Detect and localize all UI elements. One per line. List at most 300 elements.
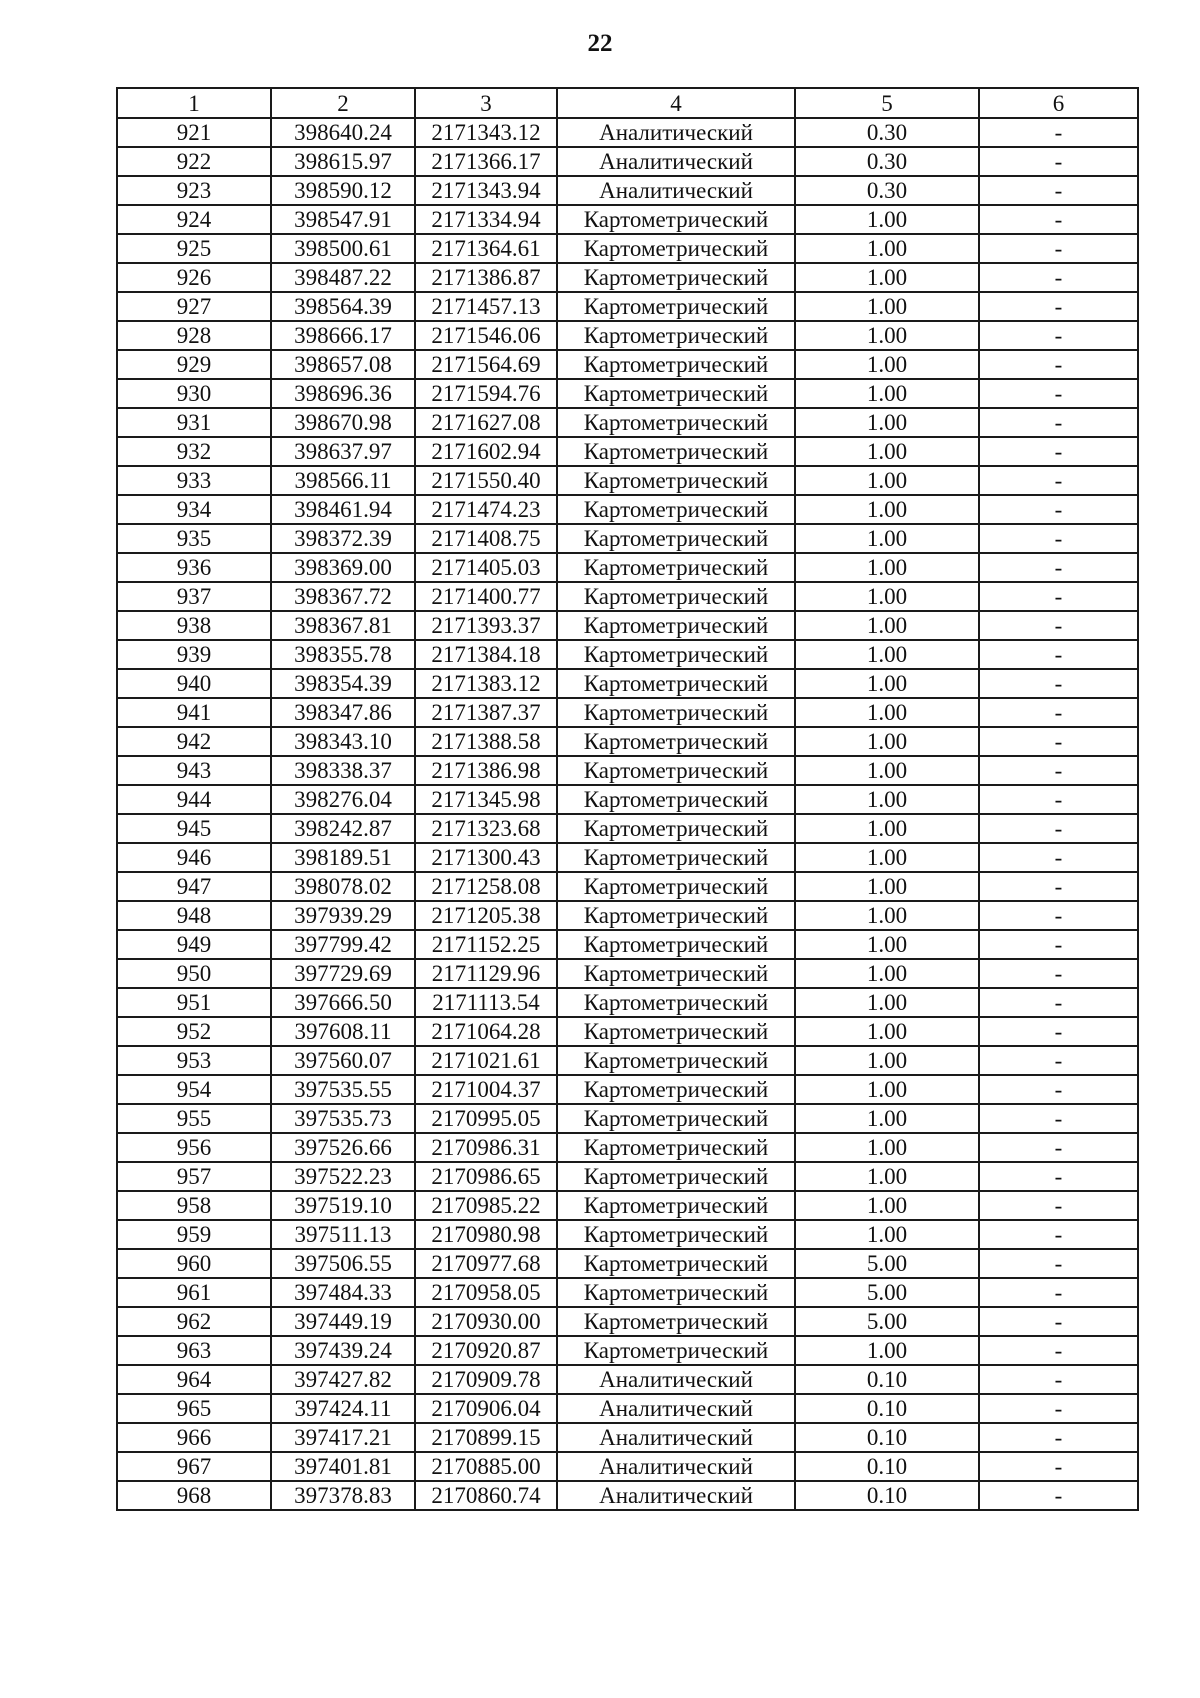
table-row (117, 1046, 1138, 1075)
x-coordinate-cell: 397378.83 (271, 1481, 415, 1510)
method-cell: Картометрический (557, 350, 795, 379)
x-coordinate-cell: 397417.21 (271, 1423, 415, 1452)
note-cell: - (979, 814, 1138, 843)
note-cell: - (979, 524, 1138, 553)
accuracy-cell: 1.00 (795, 495, 979, 524)
note-cell: - (979, 930, 1138, 959)
point-number-cell: 956 (117, 1133, 271, 1162)
table-row (117, 843, 1138, 872)
table-row (117, 1481, 1138, 1510)
note-cell: - (979, 959, 1138, 988)
method-cell: Картометрический (557, 263, 795, 292)
y-coordinate-cell: 2170885.00 (415, 1452, 557, 1481)
method-cell: Картометрический (557, 1307, 795, 1336)
accuracy-cell: 1.00 (795, 1220, 979, 1249)
accuracy-cell: 5.00 (795, 1249, 979, 1278)
accuracy-cell: 1.00 (795, 988, 979, 1017)
x-coordinate-cell: 398242.87 (271, 814, 415, 843)
method-cell: Аналитический (557, 1481, 795, 1510)
method-cell: Картометрический (557, 1075, 795, 1104)
table-row (117, 1133, 1138, 1162)
accuracy-cell: 1.00 (795, 1104, 979, 1133)
method-cell: Картометрический (557, 843, 795, 872)
note-cell: - (979, 350, 1138, 379)
point-number-cell: 944 (117, 785, 271, 814)
point-number-cell: 940 (117, 669, 271, 698)
point-number-cell: 933 (117, 466, 271, 495)
method-cell: Картометрический (557, 872, 795, 901)
y-coordinate-cell: 2171064.28 (415, 1017, 557, 1046)
note-cell: - (979, 582, 1138, 611)
point-number-cell: 941 (117, 698, 271, 727)
note-cell: - (979, 1423, 1138, 1452)
note-cell: - (979, 147, 1138, 176)
method-cell: Аналитический (557, 1394, 795, 1423)
x-coordinate-cell: 397522.23 (271, 1162, 415, 1191)
x-coordinate-cell: 398338.37 (271, 756, 415, 785)
point-number-cell: 962 (117, 1307, 271, 1336)
note-cell: - (979, 1394, 1138, 1423)
method-cell: Картометрический (557, 495, 795, 524)
point-number-cell: 928 (117, 321, 271, 350)
table-row (117, 1423, 1138, 1452)
note-cell: - (979, 321, 1138, 350)
note-cell: - (979, 1191, 1138, 1220)
method-cell: Картометрический (557, 785, 795, 814)
method-cell: Картометрический (557, 524, 795, 553)
method-cell: Аналитический (557, 1423, 795, 1452)
table-body (117, 118, 1138, 1510)
x-coordinate-cell: 397511.13 (271, 1220, 415, 1249)
y-coordinate-cell: 2171113.54 (415, 988, 557, 1017)
accuracy-cell: 1.00 (795, 1017, 979, 1046)
method-cell: Картометрический (557, 437, 795, 466)
y-coordinate-cell: 2171388.58 (415, 727, 557, 756)
y-coordinate-cell: 2171334.94 (415, 205, 557, 234)
table-row (117, 1307, 1138, 1336)
table-row (117, 1452, 1138, 1481)
y-coordinate-cell: 2171408.75 (415, 524, 557, 553)
accuracy-cell: 1.00 (795, 582, 979, 611)
x-coordinate-cell: 397427.82 (271, 1365, 415, 1394)
column-header-3: 3 (415, 88, 557, 118)
method-cell: Картометрический (557, 553, 795, 582)
note-cell: - (979, 785, 1138, 814)
point-number-cell: 945 (117, 814, 271, 843)
y-coordinate-cell: 2171004.37 (415, 1075, 557, 1104)
note-cell: - (979, 1336, 1138, 1365)
table-row (117, 1278, 1138, 1307)
table-row (117, 408, 1138, 437)
y-coordinate-cell: 2171343.12 (415, 118, 557, 147)
accuracy-cell: 1.00 (795, 843, 979, 872)
x-coordinate-cell: 398615.97 (271, 147, 415, 176)
x-coordinate-cell: 397535.55 (271, 1075, 415, 1104)
table-row (117, 234, 1138, 263)
method-cell: Аналитический (557, 176, 795, 205)
y-coordinate-cell: 2170899.15 (415, 1423, 557, 1452)
point-number-cell: 923 (117, 176, 271, 205)
accuracy-cell: 0.10 (795, 1481, 979, 1510)
point-number-cell: 952 (117, 1017, 271, 1046)
point-number-cell: 961 (117, 1278, 271, 1307)
y-coordinate-cell: 2171364.61 (415, 234, 557, 263)
method-cell: Картометрический (557, 1046, 795, 1075)
note-cell: - (979, 988, 1138, 1017)
point-number-cell: 958 (117, 1191, 271, 1220)
note-cell: - (979, 1278, 1138, 1307)
column-header-2: 2 (271, 88, 415, 118)
point-number-cell: 965 (117, 1394, 271, 1423)
table-row (117, 901, 1138, 930)
method-cell: Картометрический (557, 582, 795, 611)
y-coordinate-cell: 2171300.43 (415, 843, 557, 872)
method-cell: Картометрический (557, 669, 795, 698)
y-coordinate-cell: 2171387.37 (415, 698, 557, 727)
y-coordinate-cell: 2171258.08 (415, 872, 557, 901)
method-cell: Картометрический (557, 1336, 795, 1365)
point-number-cell: 937 (117, 582, 271, 611)
x-coordinate-cell: 398354.39 (271, 669, 415, 698)
point-number-cell: 966 (117, 1423, 271, 1452)
y-coordinate-cell: 2171384.18 (415, 640, 557, 669)
method-cell: Аналитический (557, 118, 795, 147)
point-number-cell: 960 (117, 1249, 271, 1278)
y-coordinate-cell: 2171627.08 (415, 408, 557, 437)
point-number-cell: 938 (117, 611, 271, 640)
note-cell: - (979, 1046, 1138, 1075)
accuracy-cell: 1.00 (795, 756, 979, 785)
accuracy-cell: 1.00 (795, 263, 979, 292)
x-coordinate-cell: 398347.86 (271, 698, 415, 727)
y-coordinate-cell: 2171393.37 (415, 611, 557, 640)
x-coordinate-cell: 397799.42 (271, 930, 415, 959)
accuracy-cell: 1.00 (795, 1133, 979, 1162)
note-cell: - (979, 611, 1138, 640)
table-row (117, 1104, 1138, 1133)
x-coordinate-cell: 398461.94 (271, 495, 415, 524)
note-cell: - (979, 176, 1138, 205)
table-row (117, 466, 1138, 495)
note-cell: - (979, 1104, 1138, 1133)
y-coordinate-cell: 2171400.77 (415, 582, 557, 611)
note-cell: - (979, 843, 1138, 872)
accuracy-cell: 1.00 (795, 727, 979, 756)
note-cell: - (979, 901, 1138, 930)
x-coordinate-cell: 398670.98 (271, 408, 415, 437)
accuracy-cell: 1.00 (795, 930, 979, 959)
table-row (117, 959, 1138, 988)
method-cell: Картометрический (557, 756, 795, 785)
method-cell: Картометрический (557, 1017, 795, 1046)
note-cell: - (979, 1162, 1138, 1191)
table-row (117, 176, 1138, 205)
x-coordinate-cell: 398355.78 (271, 640, 415, 669)
method-cell: Картометрический (557, 814, 795, 843)
x-coordinate-cell: 397424.11 (271, 1394, 415, 1423)
x-coordinate-cell: 398590.12 (271, 176, 415, 205)
x-coordinate-cell: 398369.00 (271, 553, 415, 582)
x-coordinate-cell: 397484.33 (271, 1278, 415, 1307)
method-cell: Картометрический (557, 988, 795, 1017)
x-coordinate-cell: 398640.24 (271, 118, 415, 147)
table-row (117, 350, 1138, 379)
note-cell: - (979, 1017, 1138, 1046)
y-coordinate-cell: 2171386.98 (415, 756, 557, 785)
table-row (117, 1017, 1138, 1046)
table-row (117, 437, 1138, 466)
y-coordinate-cell: 2171129.96 (415, 959, 557, 988)
note-cell: - (979, 1452, 1138, 1481)
note-cell: - (979, 263, 1138, 292)
column-header-5: 5 (795, 88, 979, 118)
table-row (117, 930, 1138, 959)
y-coordinate-cell: 2171383.12 (415, 669, 557, 698)
point-number-cell: 942 (117, 727, 271, 756)
note-cell: - (979, 437, 1138, 466)
accuracy-cell: 1.00 (795, 611, 979, 640)
table-row (117, 524, 1138, 553)
method-cell: Картометрический (557, 1162, 795, 1191)
y-coordinate-cell: 2171343.94 (415, 176, 557, 205)
point-number-cell: 954 (117, 1075, 271, 1104)
method-cell: Картометрический (557, 1220, 795, 1249)
method-cell: Картометрический (557, 321, 795, 350)
accuracy-cell: 0.10 (795, 1394, 979, 1423)
x-coordinate-cell: 398487.22 (271, 263, 415, 292)
method-cell: Картометрический (557, 379, 795, 408)
column-header-6: 6 (979, 88, 1138, 118)
point-number-cell: 921 (117, 118, 271, 147)
table-row (117, 1162, 1138, 1191)
accuracy-cell: 1.00 (795, 524, 979, 553)
note-cell: - (979, 379, 1138, 408)
point-number-cell: 926 (117, 263, 271, 292)
x-coordinate-cell: 397519.10 (271, 1191, 415, 1220)
method-cell: Картометрический (557, 1249, 795, 1278)
accuracy-cell: 0.30 (795, 176, 979, 205)
y-coordinate-cell: 2171021.61 (415, 1046, 557, 1075)
x-coordinate-cell: 397666.50 (271, 988, 415, 1017)
y-coordinate-cell: 2170958.05 (415, 1278, 557, 1307)
method-cell: Картометрический (557, 1278, 795, 1307)
point-number-cell: 935 (117, 524, 271, 553)
accuracy-cell: 1.00 (795, 205, 979, 234)
x-coordinate-cell: 398189.51 (271, 843, 415, 872)
y-coordinate-cell: 2171366.17 (415, 147, 557, 176)
table-row (117, 495, 1138, 524)
note-cell: - (979, 1481, 1138, 1510)
point-number-cell: 946 (117, 843, 271, 872)
note-cell: - (979, 1307, 1138, 1336)
x-coordinate-cell: 398276.04 (271, 785, 415, 814)
header-row (117, 88, 1138, 118)
note-cell: - (979, 640, 1138, 669)
accuracy-cell: 1.00 (795, 959, 979, 988)
x-coordinate-cell: 397506.55 (271, 1249, 415, 1278)
table-row (117, 1394, 1138, 1423)
point-number-cell: 953 (117, 1046, 271, 1075)
table-row (117, 814, 1138, 843)
y-coordinate-cell: 2170986.65 (415, 1162, 557, 1191)
table-row (117, 698, 1138, 727)
note-cell: - (979, 205, 1138, 234)
table-row (117, 147, 1138, 176)
accuracy-cell: 1.00 (795, 321, 979, 350)
method-cell: Аналитический (557, 147, 795, 176)
x-coordinate-cell: 398547.91 (271, 205, 415, 234)
accuracy-cell: 1.00 (795, 872, 979, 901)
accuracy-cell: 1.00 (795, 379, 979, 408)
y-coordinate-cell: 2170860.74 (415, 1481, 557, 1510)
method-cell: Картометрический (557, 1104, 795, 1133)
note-cell: - (979, 118, 1138, 147)
note-cell: - (979, 1075, 1138, 1104)
accuracy-cell: 1.00 (795, 466, 979, 495)
table-row (117, 553, 1138, 582)
accuracy-cell: 1.00 (795, 234, 979, 263)
method-cell: Картометрический (557, 959, 795, 988)
point-number-cell: 936 (117, 553, 271, 582)
x-coordinate-cell: 397439.24 (271, 1336, 415, 1365)
point-number-cell: 959 (117, 1220, 271, 1249)
table-row (117, 292, 1138, 321)
accuracy-cell: 1.00 (795, 553, 979, 582)
y-coordinate-cell: 2171386.87 (415, 263, 557, 292)
method-cell: Картометрический (557, 611, 795, 640)
accuracy-cell: 0.10 (795, 1365, 979, 1394)
x-coordinate-cell: 397939.29 (271, 901, 415, 930)
accuracy-cell: 0.30 (795, 147, 979, 176)
method-cell: Картометрический (557, 640, 795, 669)
y-coordinate-cell: 2171602.94 (415, 437, 557, 466)
x-coordinate-cell: 397449.19 (271, 1307, 415, 1336)
note-cell: - (979, 1365, 1138, 1394)
x-coordinate-cell: 397608.11 (271, 1017, 415, 1046)
method-cell: Картометрический (557, 205, 795, 234)
y-coordinate-cell: 2171457.13 (415, 292, 557, 321)
method-cell: Картометрический (557, 698, 795, 727)
x-coordinate-cell: 397729.69 (271, 959, 415, 988)
y-coordinate-cell: 2170906.04 (415, 1394, 557, 1423)
point-number-cell: 930 (117, 379, 271, 408)
table-row (117, 785, 1138, 814)
method-cell: Картометрический (557, 901, 795, 930)
table-row (117, 582, 1138, 611)
y-coordinate-cell: 2170977.68 (415, 1249, 557, 1278)
x-coordinate-cell: 398637.97 (271, 437, 415, 466)
note-cell: - (979, 466, 1138, 495)
method-cell: Картометрический (557, 234, 795, 263)
x-coordinate-cell: 398078.02 (271, 872, 415, 901)
accuracy-cell: 0.30 (795, 118, 979, 147)
table-row (117, 756, 1138, 785)
point-number-cell: 955 (117, 1104, 271, 1133)
accuracy-cell: 1.00 (795, 901, 979, 930)
point-number-cell: 968 (117, 1481, 271, 1510)
y-coordinate-cell: 2171474.23 (415, 495, 557, 524)
point-number-cell: 964 (117, 1365, 271, 1394)
note-cell: - (979, 698, 1138, 727)
x-coordinate-cell: 398367.81 (271, 611, 415, 640)
table-row (117, 1249, 1138, 1278)
accuracy-cell: 1.00 (795, 669, 979, 698)
y-coordinate-cell: 2170920.87 (415, 1336, 557, 1365)
point-number-cell: 963 (117, 1336, 271, 1365)
note-cell: - (979, 1249, 1138, 1278)
method-cell: Картометрический (557, 466, 795, 495)
note-cell: - (979, 234, 1138, 263)
table-row (117, 1220, 1138, 1249)
note-cell: - (979, 292, 1138, 321)
accuracy-cell: 0.10 (795, 1423, 979, 1452)
point-number-cell: 939 (117, 640, 271, 669)
accuracy-cell: 1.00 (795, 437, 979, 466)
note-cell: - (979, 408, 1138, 437)
y-coordinate-cell: 2170980.98 (415, 1220, 557, 1249)
table-row (117, 1191, 1138, 1220)
note-cell: - (979, 727, 1138, 756)
accuracy-cell: 1.00 (795, 698, 979, 727)
point-number-cell: 927 (117, 292, 271, 321)
x-coordinate-cell: 398566.11 (271, 466, 415, 495)
table-row (117, 263, 1138, 292)
y-coordinate-cell: 2171594.76 (415, 379, 557, 408)
y-coordinate-cell: 2170909.78 (415, 1365, 557, 1394)
point-number-cell: 925 (117, 234, 271, 263)
accuracy-cell: 1.00 (795, 1336, 979, 1365)
y-coordinate-cell: 2170995.05 (415, 1104, 557, 1133)
accuracy-cell: 1.00 (795, 640, 979, 669)
point-number-cell: 957 (117, 1162, 271, 1191)
accuracy-cell: 1.00 (795, 1046, 979, 1075)
table-row (117, 1365, 1138, 1394)
method-cell: Картометрический (557, 727, 795, 756)
x-coordinate-cell: 398372.39 (271, 524, 415, 553)
x-coordinate-cell: 398500.61 (271, 234, 415, 263)
method-cell: Картометрический (557, 408, 795, 437)
x-coordinate-cell: 398657.08 (271, 350, 415, 379)
table-row (117, 611, 1138, 640)
table-row (117, 669, 1138, 698)
accuracy-cell: 5.00 (795, 1278, 979, 1307)
table-row (117, 988, 1138, 1017)
table-row (117, 872, 1138, 901)
y-coordinate-cell: 2170986.31 (415, 1133, 557, 1162)
table-row (117, 727, 1138, 756)
accuracy-cell: 1.00 (795, 350, 979, 379)
y-coordinate-cell: 2171405.03 (415, 553, 557, 582)
y-coordinate-cell: 2171152.25 (415, 930, 557, 959)
method-cell: Картометрический (557, 292, 795, 321)
point-number-cell: 949 (117, 930, 271, 959)
method-cell: Аналитический (557, 1365, 795, 1394)
y-coordinate-cell: 2171564.69 (415, 350, 557, 379)
x-coordinate-cell: 397535.73 (271, 1104, 415, 1133)
point-number-cell: 924 (117, 205, 271, 234)
point-number-cell: 951 (117, 988, 271, 1017)
table-row (117, 1336, 1138, 1365)
y-coordinate-cell: 2170985.22 (415, 1191, 557, 1220)
table-row (117, 640, 1138, 669)
y-coordinate-cell: 2171345.98 (415, 785, 557, 814)
accuracy-cell: 1.00 (795, 292, 979, 321)
table-row (117, 321, 1138, 350)
point-number-cell: 931 (117, 408, 271, 437)
point-number-cell: 922 (117, 147, 271, 176)
y-coordinate-cell: 2171205.38 (415, 901, 557, 930)
note-cell: - (979, 495, 1138, 524)
